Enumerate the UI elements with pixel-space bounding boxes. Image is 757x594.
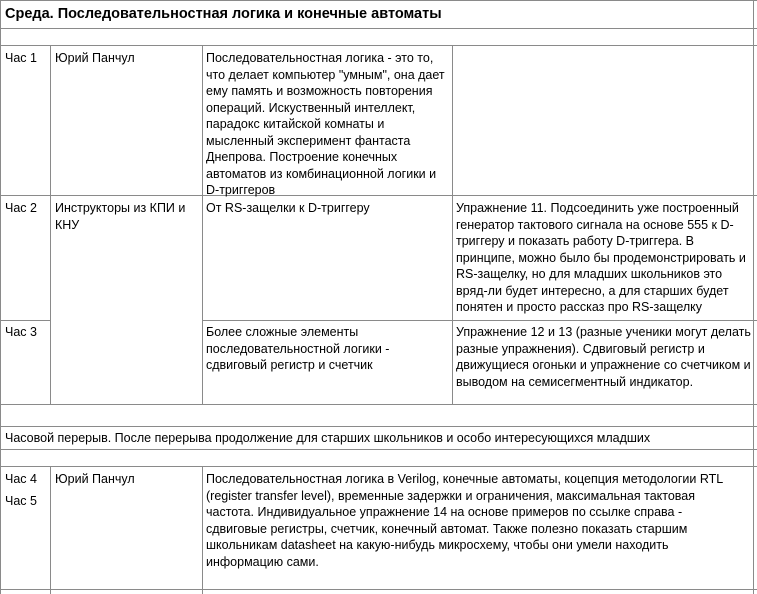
grid-line — [0, 404, 757, 405]
grid-line — [0, 449, 757, 450]
hour-1-label: Час 1 — [5, 51, 37, 65]
hour-4-label: Час 4 — [5, 472, 37, 486]
exercise-row-3: Упражнение 12 и 13 (разные ученики могут делать разные упражнения). Сдвиговый регистр и движущиеся огоньки и упражнение со счетчиком и выводом на семисегментный индикатор. — [456, 325, 751, 389]
grid-line — [0, 466, 757, 467]
hour-2-label: Час 2 — [5, 201, 37, 215]
grid-line — [452, 45, 453, 404]
grid-line — [202, 45, 203, 404]
grid-line — [0, 320, 50, 321]
break-note: Часовой перерыв. После перерыва продолжение для старших школьников и особо интересующихся младших — [5, 431, 651, 445]
grid-line — [753, 0, 754, 594]
topic-row-1: Последовательностная логика - это то, что делает компьютер "умным", она дает ему память и возможность повторения операций. Искуственный интеллект, парадокс китайской комнаты и мысленный эксперимент фантаста Днепрова. Построение конечных автоматов из комбинационной логики и D-триггеров — [206, 51, 445, 197]
hour-3-label: Час 3 — [5, 325, 37, 339]
grid-line — [0, 0, 1, 594]
grid-line — [202, 466, 203, 594]
exercise-row-2: Упражнение 11. Подсоединить уже построенный генератор тактового сигнала на основе 555 к D-триггеру и показать работу D-триггера. В принципе, можно было бы продемонстрировать и RS-защелку, но для младших школьников это вряд-ли будет интересно, а для старших будет понятен и просто рассказ про RS-защелку — [456, 201, 746, 314]
presenter-row-1: Юрий Панчул — [55, 51, 135, 65]
grid-line — [0, 0, 757, 1]
grid-line — [0, 28, 757, 29]
grid-line — [0, 426, 757, 427]
grid-line — [202, 320, 757, 321]
topic-row-2: От RS-защелки к D-триггеру — [206, 201, 370, 215]
presenter-row-2: Инструкторы из КПИ и КНУ — [55, 201, 186, 232]
grid-line — [0, 45, 757, 46]
topic-row-3: Более сложные элементы последовательностной логики - сдвиговый регистр и счетчик — [206, 325, 390, 372]
hour-5-label: Час 5 — [5, 494, 37, 508]
presenter-row-4: Юрий Панчул — [55, 472, 135, 486]
grid-line — [50, 45, 51, 404]
topic-row-4: Последовательностная логика в Verilog, конечные автоматы, коцепция методологии RTL (register transfer level), временные задержки и ограничения, максимальная тактовая частота. Индивидуальное упражнение 14 на основе примеров по ссылке справа - сдвиговые регистры, счетчик, конечный автомат. Также полезно показать старшим школьникам datasheet на какую-нибудь микросхему, чтобы они умели находить информацию сами. — [206, 472, 723, 569]
grid-line — [50, 466, 51, 594]
page-title: Среда. Последовательностная логика и конечные автоматы — [5, 6, 442, 22]
grid-line — [0, 589, 757, 590]
